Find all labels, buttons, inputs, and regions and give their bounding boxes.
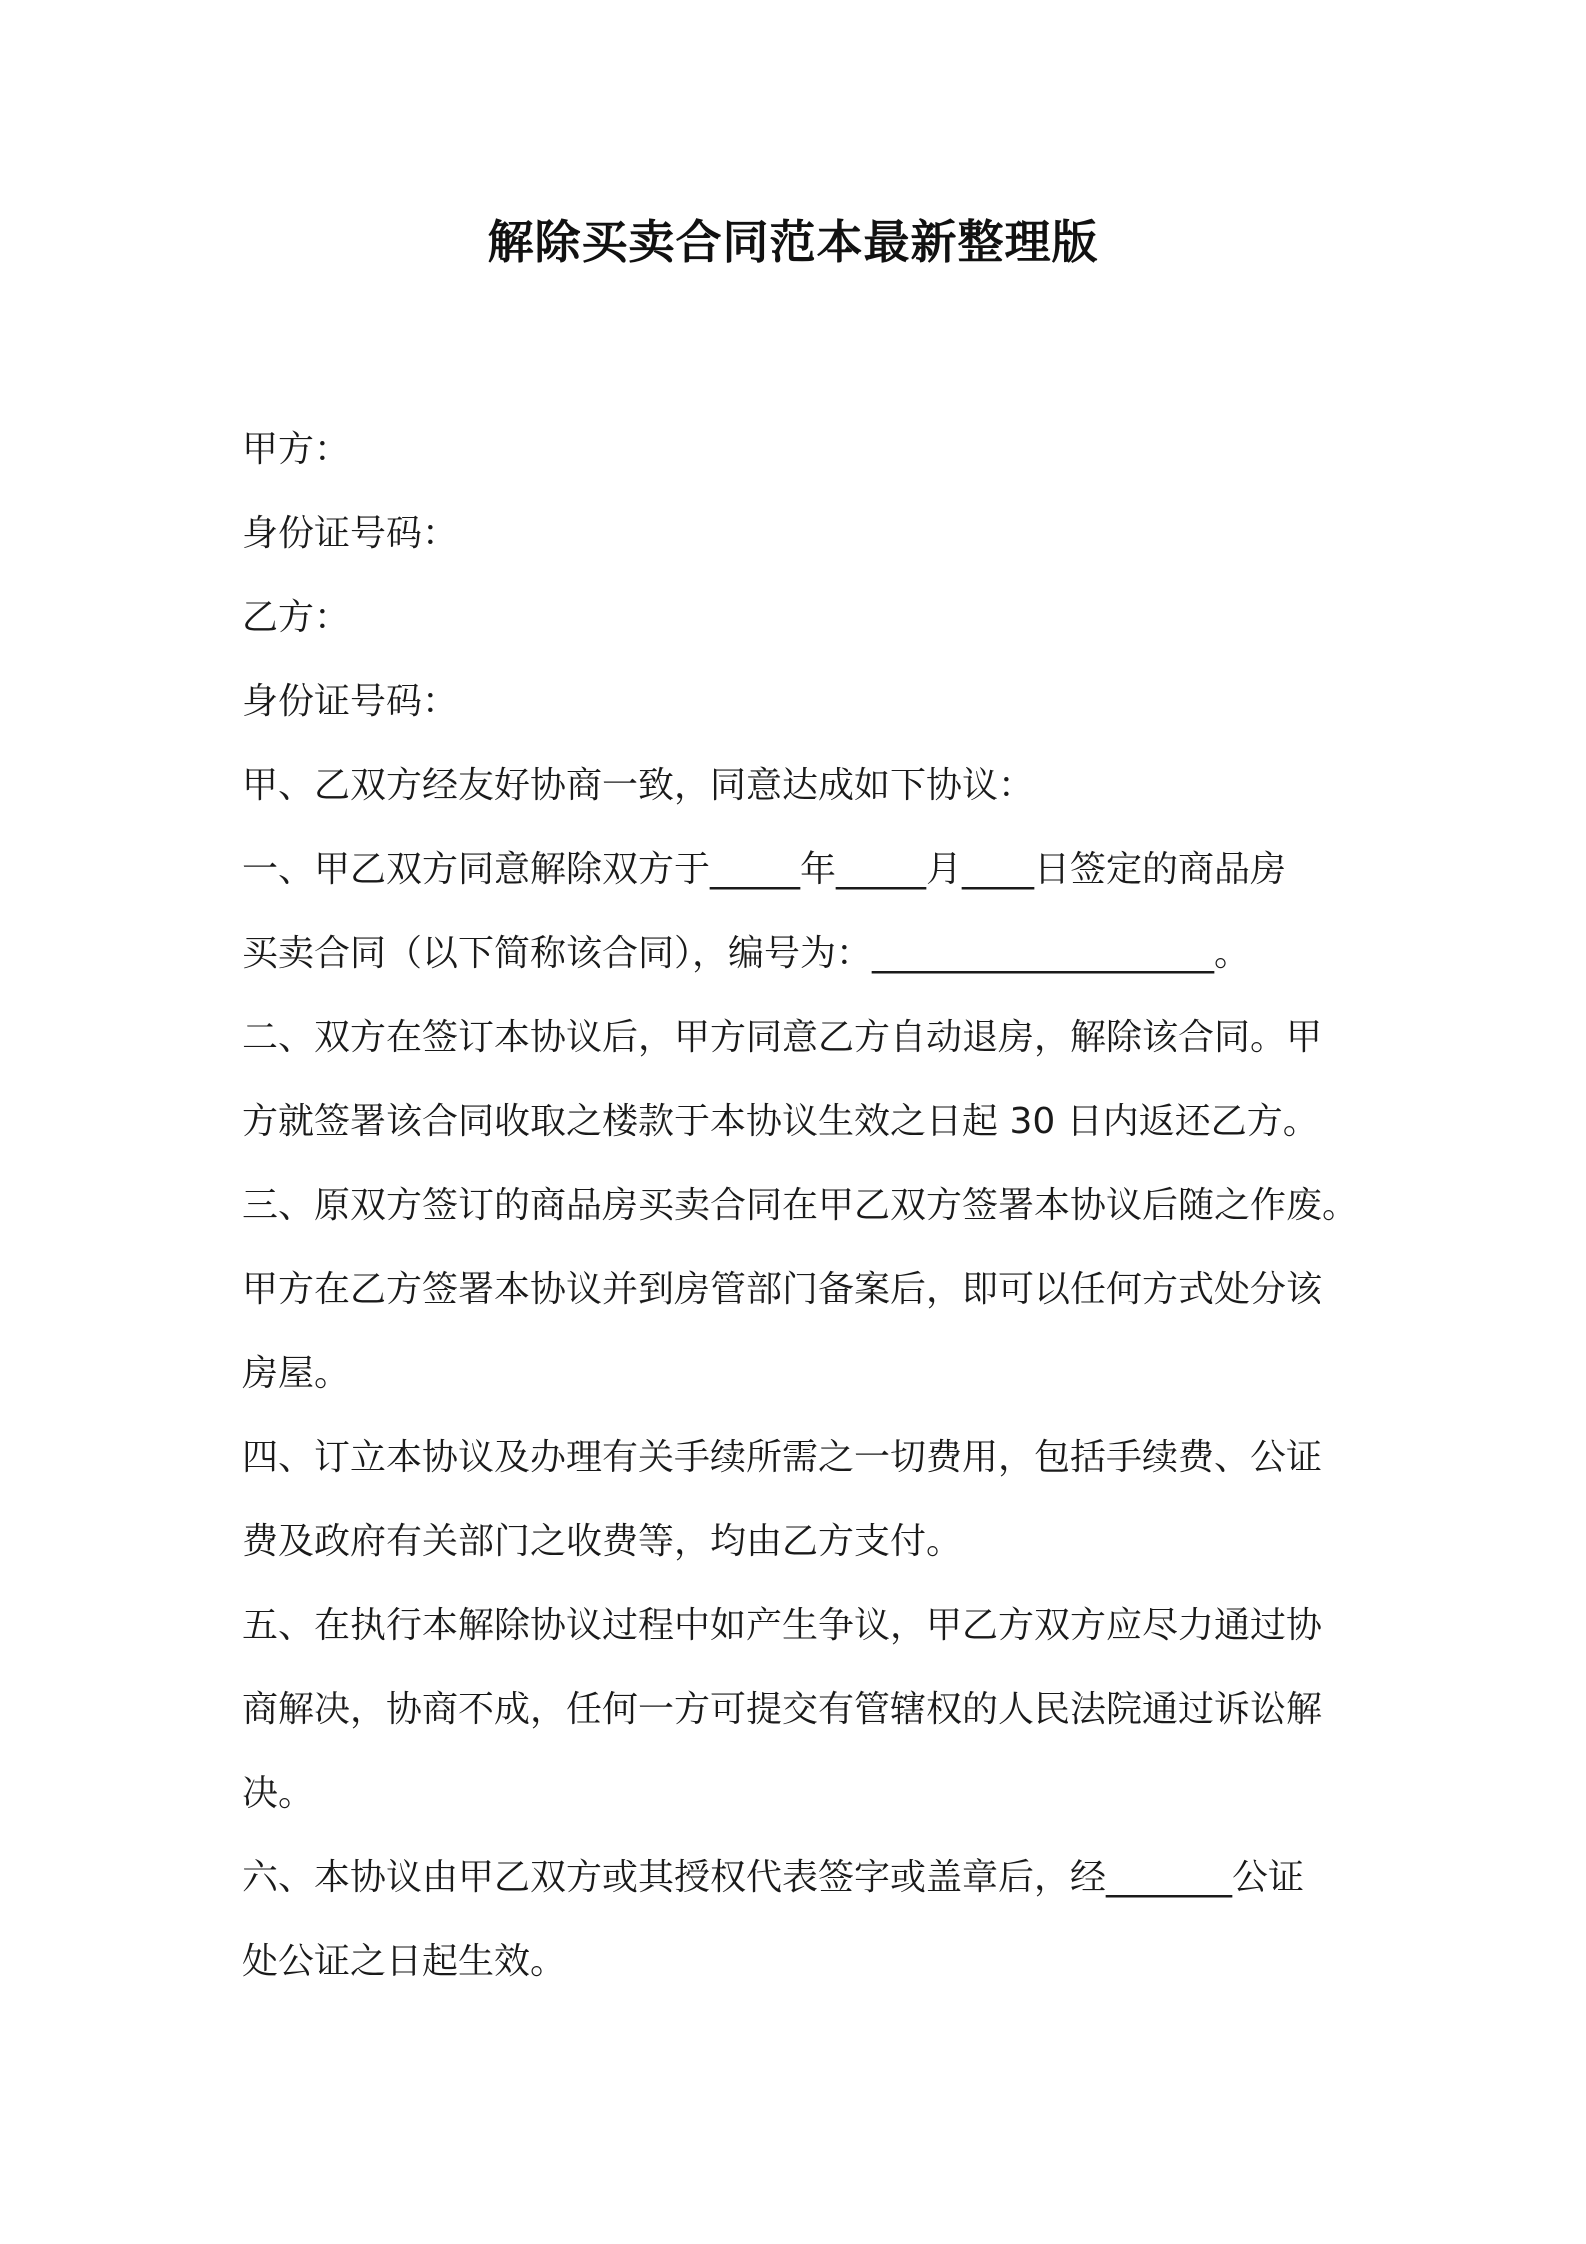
document-body [242,408,1382,2004]
clause-1-line-2: 买卖合同（以下简称该合同），编号为：___________________。 [242,933,1251,974]
party-b-line: 乙方： [242,597,351,638]
clause-2-line-2: 方就签署该合同收取之楼款于本协议生效之日起 30 日内返还乙方。 [242,1101,1319,1142]
clause-4-line-2: 费及政府有关部门之收费等，均由乙方支付。 [242,1521,963,1562]
preamble-line: 甲、乙双方经友好协商一致，同意达成如下协议： [242,765,1035,806]
clause-3-line-2: 甲方在乙方签署本协议并到房管部门备案后，即可以任何方式处分该 [242,1269,1323,1310]
party-a-id-line: 身份证号码： [242,513,459,554]
party-b-id-line: 身份证号码： [242,681,459,722]
clause-5-line-1: 五、在执行本解除协议过程中如产生争议，甲乙方双方应尽力通过协 [242,1605,1323,1646]
clause-3-line-3: 房屋。 [242,1353,351,1394]
document-title: 解除买卖合同范本最新整理版 [487,215,1099,269]
clause-6-line-1: 六、本协议由甲乙双方或其授权代表签字或盖章后，经_______公证 [242,1857,1305,1898]
clause-2-line-1: 二、双方在签订本协议后，甲方同意乙方自动退房，解除该合同。甲 [242,1017,1323,1058]
clause-5-line-3: 决。 [242,1773,315,1814]
clause-1-line-1: 一、甲乙双方同意解除双方于_____年_____月____日签定的商品房 [242,849,1287,890]
clause-5-line-2: 商解决，协商不成，任何一方可提交有管辖权的人民法院通过诉讼解 [242,1689,1323,1730]
party-a-line: 甲方： [242,429,351,470]
clause-4-line-1: 四、订立本协议及办理有关手续所需之一切费用，包括手续费、公证 [242,1437,1323,1478]
clause-6-line-2: 处公证之日起生效。 [242,1941,567,1982]
clause-3-line-1: 三、原双方签订的商品房买卖合同在甲乙双方签署本协议后随之作废。 [242,1185,1359,1226]
